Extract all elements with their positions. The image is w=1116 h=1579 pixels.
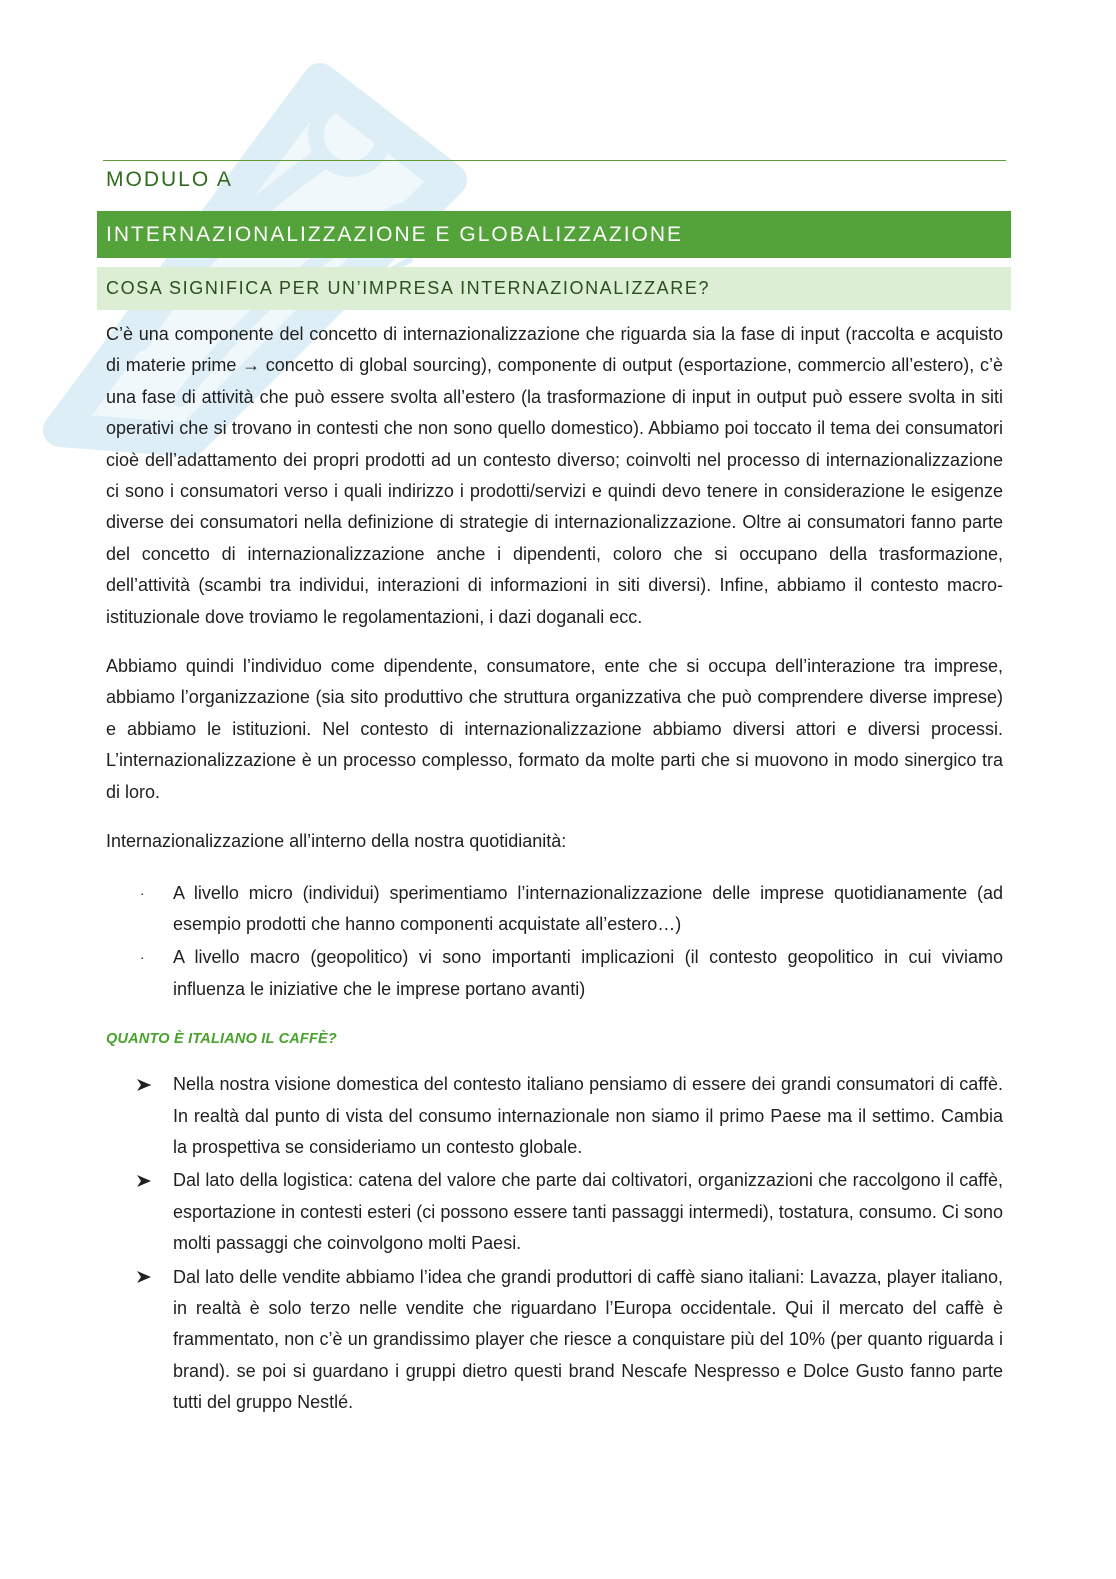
arrow-bullet-icon bbox=[136, 1262, 158, 1293]
subsection-title-text: COSA SIGNIFICA PER UN’IMPRESA INTERNAZIONALIZZARE? bbox=[106, 278, 711, 298]
arrow-bullet-list bbox=[106, 1069, 1003, 1418]
paragraph-1: C’è una componente del concetto di internazionalizzazione che riguarda sia la fase di input (raccolta e acquisto di materie prime → concetto di global sourcing), componente di output (esportazione, commercio all’estero), c’è una fase di attività che può essere svolta all’estero (la trasformazione di input in output può essere svolta in siti operativi che si trovano in contesti che non sono quello domestico). Abbiamo poi toccato il tema dei consumatori cioè dell’adattamento dei propri prodotti ad un contesto diverso; coinvolti nel processo di internazionalizzazione ci sono i consumatori verso i quali indirizzo i prodotti/servizi e quindi devo tenere in considerazione le esigenze diverse dei consumatori nella definizione di strategie di internazionalizzazione. Oltre ai consumatori fanno parte del concetto di internazionalizzazione anche i dipendenti, coloro che si occupano della trasformazione, dell’attività (scambi tra individui, interazioni di informazioni in siti diversi). Infine, abbiamo il contesto macro-istituzionale dove troviamo le regolamentazioni, i dazi doganali ecc. bbox=[106, 324, 1003, 627]
header-rule bbox=[103, 160, 1006, 161]
section-title bbox=[97, 211, 1011, 258]
dot-bullet-list bbox=[106, 878, 1003, 1006]
list-item-text: Dal lato della logistica: catena del valore che parte dai coltivatori, organizzazioni che raccolgono il caffè, esportazione in contesti esteri (ci possono essere tanti passaggi intermedi), tostatura, consumo. Ci sono molti passaggi che coinvolgono molti Paesi. bbox=[173, 1170, 1003, 1254]
list-item-text: A livello macro (geopolitico) vi sono importanti implicazioni (il contesto geopolitico in cui viviamo influenza le iniziative che le imprese portano avanti) bbox=[173, 947, 1003, 999]
arrow-bullet-icon bbox=[136, 1069, 158, 1100]
list-item bbox=[106, 1262, 1003, 1419]
paragraph-3: Internazionalizzazione all’interno della nostra quotidianità: bbox=[106, 831, 567, 852]
list-item-text: Nella nostra visione domestica del contesto italiano pensiamo di essere dei grandi consumatori di caffè. In realtà dal punto di vista del consumo internazionale non siamo il primo Paese ma il settimo. Cambia la prospettiva se consideriamo un contesto globale. bbox=[173, 1074, 1003, 1157]
subheading: QUANTO È ITALIANO IL CAFFÈ? bbox=[106, 1031, 337, 1048]
middle-dot-icon: · bbox=[140, 949, 145, 966]
list-item bbox=[106, 1165, 1003, 1259]
middle-dot-icon: · bbox=[140, 884, 145, 901]
paragraph-2: Abbiamo quindi l’individuo come dipendente, consumatore, ente che si occupa dell’interazione tra imprese, abbiamo l’organizzazione (sia sito produttivo che struttura organizzativa che può comprendere diverse imprese) e abbiamo le istituzioni. Nel contesto di internazionalizzazione abbiamo diversi attori e diversi processi. L’internazionalizzazione è un processo complesso, formato da molte parti che si muovono in modo sinergico tra di loro. bbox=[106, 656, 1003, 802]
list-item-text: A livello micro (individui) sperimentiamo l’internazionalizzazione delle imprese quotidianamente (ad esempio prodotti che hanno componenti acquistate all’estero…) bbox=[173, 882, 1003, 934]
list-item bbox=[106, 1069, 1003, 1163]
list-item bbox=[106, 942, 1003, 1005]
subsection-title bbox=[97, 267, 1011, 310]
section-title-text: INTERNAZIONALIZZAZIONE E GLOBALIZZAZIONE bbox=[106, 222, 684, 246]
document-body bbox=[106, 319, 1003, 1421]
module-label: MODULO A bbox=[106, 168, 233, 191]
list-item bbox=[106, 878, 1003, 941]
arrow-bullet-icon bbox=[136, 1165, 158, 1196]
list-item-text: Dal lato delle vendite abbiamo l’idea che grandi produttori di caffè siano italiani: Lavazza, player italiano, in realtà è solo terzo nelle vendite che riguardano l’Europa occidentale. Qui il mercato del caffè è frammentato, non c’è un grandissimo player che riesce a conquistare più del 10% (per quanto riguarda i brand). se poi si guardano i gruppi dietro questi brand Nescafe Nespresso e Dolce Gusto fanno parte tutti del gruppo Nestlé. bbox=[173, 1266, 1003, 1413]
